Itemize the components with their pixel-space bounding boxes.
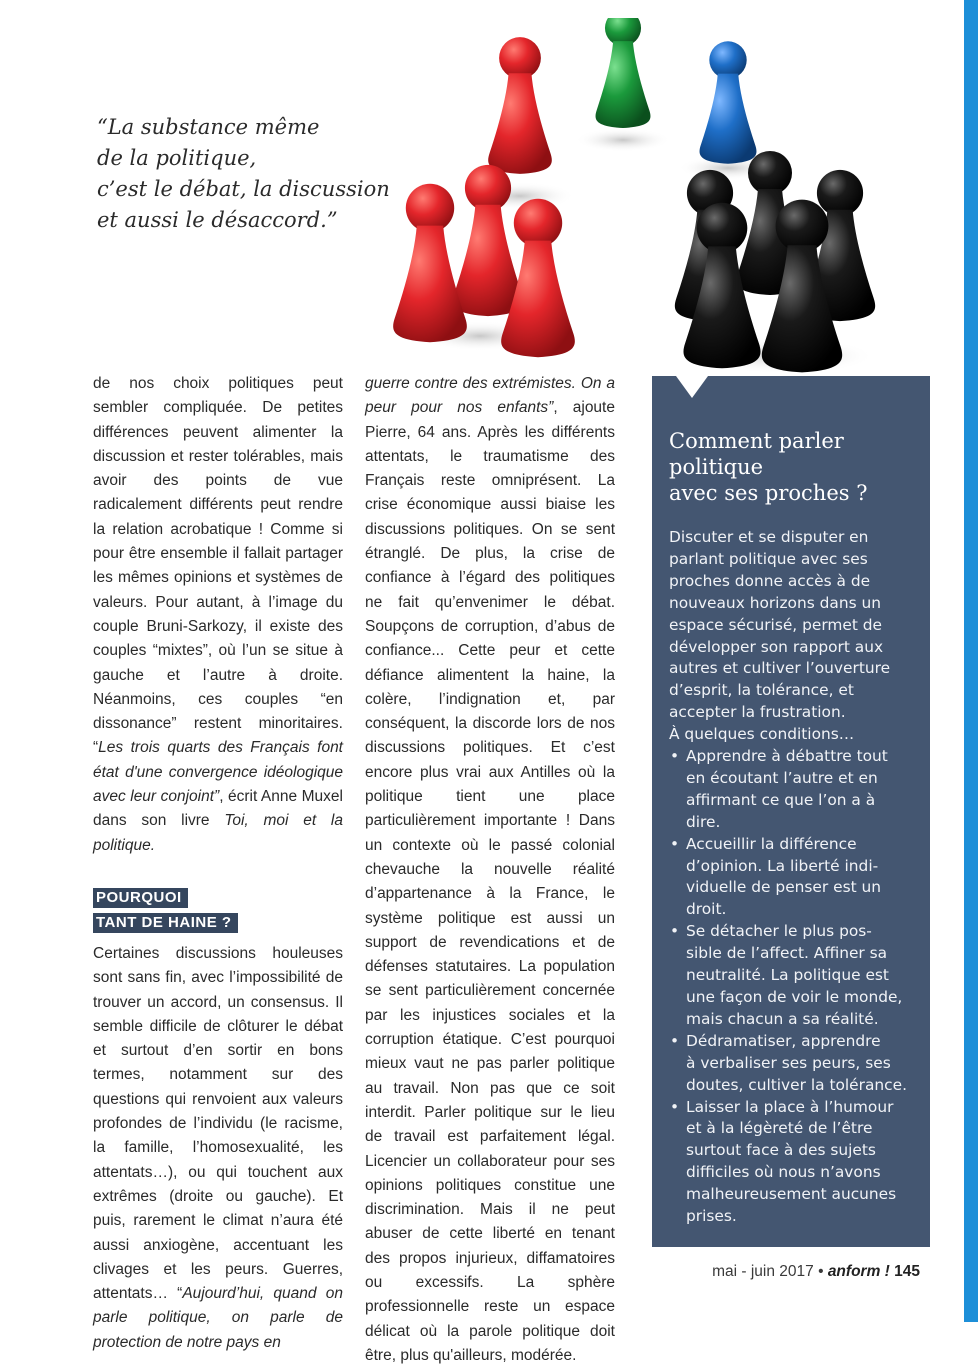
page-footer (712, 1263, 920, 1281)
article-paragraph: Certaines discussions houleuses sont sans fin, avec l’impossibilité de trouver un accord, un consensus. Il semble difficile de clôturer le débat et surtout d’en sortir en bons termes, notamment sur des questions qui renvoient aux valeurs profondes de l’individu (le racisme, la famille, l’homosexualité, les attentats…), ou qui touchent aux extrêmes (droite ou gauche). Et puis, rarement le climat n’aura été aussi anxiogène, accentuant les clivages et les peurs. Guerres, attentats… “Aujourd’hui, quand on parle politique, on parle de protection de notre pays en (93, 944, 343, 1351)
bullet-icon: • (670, 1031, 680, 1050)
issue-date: mai - juin 2017 (712, 1263, 814, 1280)
quote-line: c’est le débat, la discussion (97, 177, 390, 201)
bullet-icon: • (670, 747, 680, 765)
list-item: • Dédramatiser, apprendre à verbaliser ses peurs, ses doutes, cultiver la tolérance. (670, 1031, 907, 1094)
page-number: 145 (894, 1263, 920, 1280)
red-pawn (393, 184, 467, 342)
sidebar-box (652, 376, 930, 1247)
footer-separator: • (813, 1263, 828, 1280)
edge-bar (964, 0, 978, 1322)
quote-line: de la politique, (97, 146, 257, 170)
bullet-icon: • (670, 1097, 680, 1116)
list-item: • Accueillir la différence d’opinion. La liberté indi- viduelle de penser est un droit. (670, 834, 882, 919)
tips-list (669, 746, 923, 1228)
article-paragraph: de nos choix politiques peut sembler compliquée. De petites différences peuvent alimenter la discussion et rester tolérables, mais avoir des points de vue radicalement différents peut rendre la relation acrobatique ! Comme si pour être ensemble il fallait partager les mêmes opinions et systèmes de valeurs. Pour autant, à l’image du couple Bruni-Sarkozy, il existe des couples “mixtes”, où l’un se situe à gauche et l’autre à droite. Néanmoins, ces couples “en dissonance” restent minoritaires. “Les trois quarts des Français font état d'une convergence idéologique avec leur conjoint”, écrit Anne Muxel dans son livre Toi, moi et la politique. (93, 375, 343, 854)
red-pawn (488, 37, 552, 174)
sidebar-intro: Discuter et se disputer en parlant politique avec ses proches donne accès à de nouveaux horizons dans un espace sécurisé, permet de développer son rapport aux autres et cultiver l’ouverture d’esprit, la tolérance, et accepter la frustration. À quelques conditions… (669, 528, 891, 744)
bullet-icon: • (670, 834, 680, 853)
bullet-icon: • (670, 922, 680, 941)
list-item: • Laisser la place à l’humour et à la légèreté de l’être surtout face à des sujets difficiles où nous n’avons malheureusement aucunes prises. (670, 1097, 897, 1226)
magazine-name: anform ! (827, 1263, 890, 1280)
article-column-1 (93, 372, 343, 1355)
heading-line: TANT DE HAINE ? (93, 913, 238, 933)
article-column-2 (365, 372, 615, 1368)
pull-quote (97, 112, 397, 236)
sidebar-title: Comment parler politique avec ses proches ? (669, 429, 868, 505)
section-heading (93, 886, 343, 936)
heading-line: POURQUOI (93, 888, 188, 908)
pawns-illustration (370, 18, 950, 378)
quote-line: “La substance même (97, 115, 320, 139)
list-item: • Apprendre à débattre tout en écoutant l’autre et en affirmant ce que l’on a à dire. (670, 747, 888, 831)
list-item: • Se détacher le plus pos- sible de l’affect. Affiner sa neutralité. La politique est une façon de voir le monde, mais chacun a sa réalité. (670, 922, 903, 1028)
quote-line: et aussi le désaccord.” (97, 208, 338, 232)
article-paragraph: guerre contre des extrémistes. On a peur pour nos enfants”, ajoute Pierre, 64 ans. Après les différents attentats, le traumatisme des Français reste omniprésent. La crise économique aussi biaise les discussions politiques. On se sent étranglé. De plus, la crise de confiance à l’égard des politiques ne fait qu’envenimer le débat. Soupçons de corruption, d’abus de confiance... Cette peur et cette défiance alimentent la haine, la colère, l’indignation et, par conséquent, la discorde lors de nos discussions politiques. Et c’est encore plus vrai aux Antilles où la politique tient une place particulièrement importante ! Dans un contexte où le passé colonial chevauche la nouvelle réalité d’appartenance à la France, le système politique est aussi un support de revendications et de défenses statutaires. La population se sent particulièrement concernée par les injustices sociales et la corruption étatique. C’est pourquoi mieux vaut ne pas parler politique au travail. Non pas que ce soit interdit. Parler politique sur le lieu de travail est parfaitement légal. Licencier un collaborateur pour ses opinions politiques constitue une discrimination. Mais il ne peut abuser de cette liberté en tenant des propos injurieux, diffamatoires ou excessifs. La sphère professionnelle reste un espace délicat où la parole politique doit être, plus qu'ailleurs, modérée. (365, 375, 615, 1364)
blue-pawn (700, 41, 757, 163)
box-notch (676, 376, 708, 398)
green-pawn (596, 18, 651, 128)
